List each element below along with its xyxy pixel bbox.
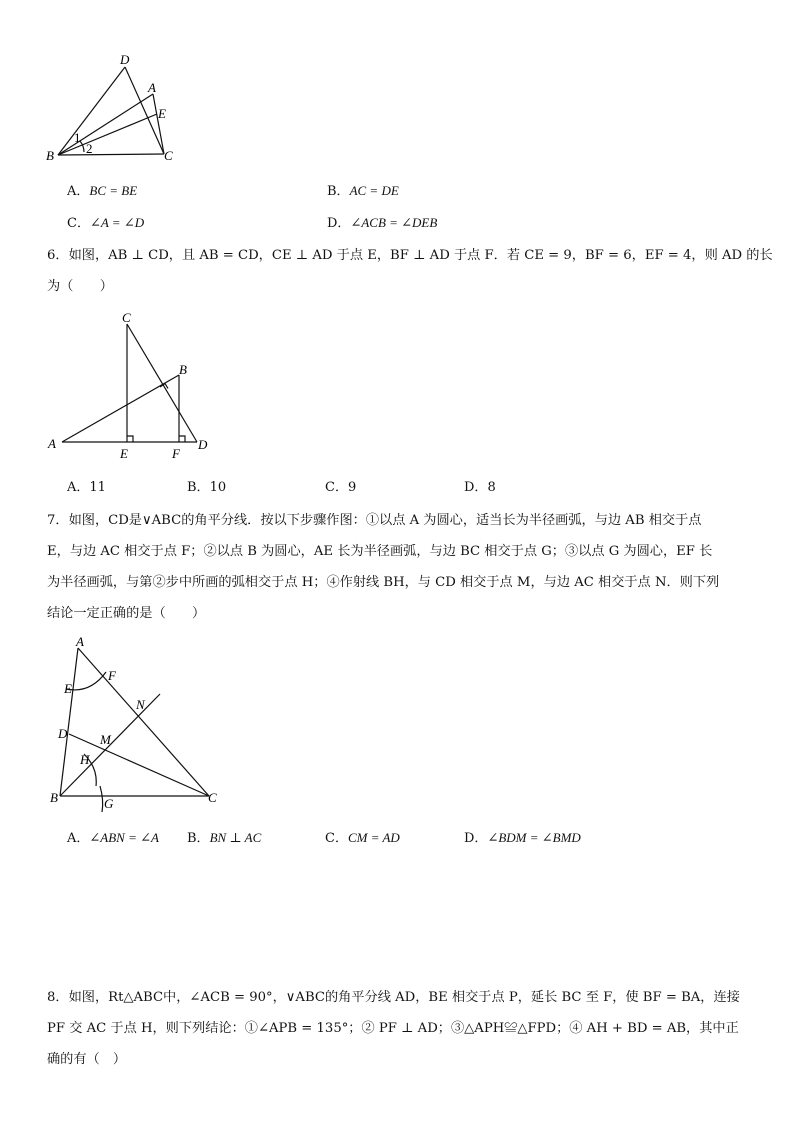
option-letter: C． bbox=[67, 216, 90, 231]
q7-figure bbox=[44, 636, 234, 816]
q8-question-line2: PF 交 AC 于点 H，则下列结论：①∠APB = 135°；② PF ⊥ AD；③△APH≌△FPD；④ AH + BD = AB，其中正 bbox=[47, 1021, 739, 1036]
option-text: BN ⊥ AC bbox=[209, 830, 262, 845]
q7-label-N: N bbox=[136, 697, 145, 712]
q8-question-line3: 确的有（ ） bbox=[47, 1052, 127, 1067]
q5-option-b[interactable] bbox=[327, 181, 399, 202]
q7-question-line1: 7．如图，CD是∨ABC的角平分线．按以下步骤作图：①以点 A 为圆心，适当长为半径画弧，与边 AB 相交于点 bbox=[47, 513, 702, 528]
q6-option-c[interactable] bbox=[325, 478, 356, 498]
q5-label-angle1: 1 bbox=[74, 130, 81, 145]
option-text: 10 bbox=[209, 480, 227, 495]
q7-option-a[interactable] bbox=[67, 828, 159, 849]
q6-option-d[interactable] bbox=[464, 478, 496, 498]
q7-label-D: D bbox=[58, 726, 68, 741]
q7-label-C: C bbox=[208, 790, 217, 805]
q7-option-d[interactable] bbox=[464, 828, 581, 849]
option-text: AC = DE bbox=[349, 183, 399, 198]
option-letter: C． bbox=[325, 480, 348, 495]
q7-question-line2: E，与边 AC 相交于点 F；②以点 B 为圆心，AE 长为半径画弧，与边 BC 相交于点 G；③以点 G 为圆心，EF 长 bbox=[47, 544, 713, 559]
q7-label-A: A bbox=[76, 636, 84, 649]
q5-label-A: A bbox=[148, 80, 156, 95]
option-text: ∠BDM = ∠BMD bbox=[487, 830, 581, 845]
q5-label-angle2: 2 bbox=[86, 141, 93, 156]
q5-label-C: C bbox=[164, 148, 173, 163]
option-text: 9 bbox=[347, 480, 357, 495]
q7-label-E: E bbox=[64, 681, 72, 696]
q5-option-c[interactable] bbox=[67, 213, 144, 234]
q6-question-line1: 6．如图，AB ⊥ CD，且 AB = CD，CE ⊥ AD 于点 E，BF ⊥ AD 于点 F．若 CE = 9，BF = 6，EF = 4，则 AD 的长 bbox=[47, 248, 773, 263]
option-text: CM = AD bbox=[347, 830, 400, 845]
q5-label-E: E bbox=[158, 106, 166, 121]
q6-label-E: E bbox=[120, 446, 128, 461]
option-letter: B． bbox=[187, 831, 210, 846]
option-letter: B． bbox=[187, 480, 210, 495]
option-text: 8 bbox=[487, 480, 496, 495]
option-text: ∠ACB = ∠DEB bbox=[350, 215, 438, 230]
option-text: ∠A = ∠D bbox=[89, 215, 145, 230]
option-text: ∠ABN = ∠A bbox=[89, 830, 159, 845]
option-letter: B． bbox=[327, 184, 350, 199]
q5-figure bbox=[40, 52, 190, 170]
q8-question-line1: 8．如图，Rt△ABC中，∠ACB = 90°，∨ABC的角平分线 AD，BE 相交于点 P，延长 BC 至 F，使 BF = BA，连接 bbox=[47, 990, 740, 1005]
option-letter: D． bbox=[327, 216, 351, 231]
q7-label-H: H bbox=[80, 752, 90, 767]
q7-question-line3: 为半径画弧，与第②步中所画的弧相交于点 H；④作射线 BH，与 CD 相交于点 M，与边 AC 相交于点 N．则下列 bbox=[47, 575, 720, 590]
q7-label-M: M bbox=[100, 732, 111, 747]
q6-option-b[interactable] bbox=[187, 478, 226, 498]
q6-label-B: B bbox=[179, 362, 187, 377]
q6-label-A: A bbox=[48, 436, 56, 451]
q7-label-B: B bbox=[50, 790, 58, 805]
q6-option-a[interactable] bbox=[67, 478, 106, 498]
option-text: BC = BE bbox=[89, 183, 138, 198]
q7-label-G: G bbox=[104, 796, 114, 811]
q5-option-a[interactable] bbox=[67, 181, 137, 202]
option-letter: C． bbox=[325, 831, 348, 846]
q6-label-D: D bbox=[198, 437, 208, 452]
q6-figure bbox=[44, 308, 224, 466]
q7-label-F: F bbox=[108, 668, 116, 683]
q7-option-c[interactable] bbox=[325, 828, 400, 849]
option-letter: D． bbox=[464, 480, 488, 495]
q6-label-C: C bbox=[122, 310, 131, 325]
option-text: 11 bbox=[89, 480, 106, 495]
q6-label-F: F bbox=[172, 446, 180, 461]
option-letter: A． bbox=[67, 480, 90, 495]
q5-label-D: D bbox=[120, 52, 130, 67]
option-letter: A． bbox=[67, 831, 90, 846]
q6-question-line2: 为（ ） bbox=[47, 279, 113, 294]
q7-option-b[interactable] bbox=[187, 828, 261, 849]
q5-label-B: B bbox=[46, 148, 54, 163]
option-letter: D． bbox=[464, 831, 488, 846]
option-letter: A． bbox=[67, 184, 90, 199]
q5-option-d[interactable] bbox=[327, 213, 437, 234]
q7-question-line4: 结论一定正确的是（ ） bbox=[47, 606, 206, 621]
